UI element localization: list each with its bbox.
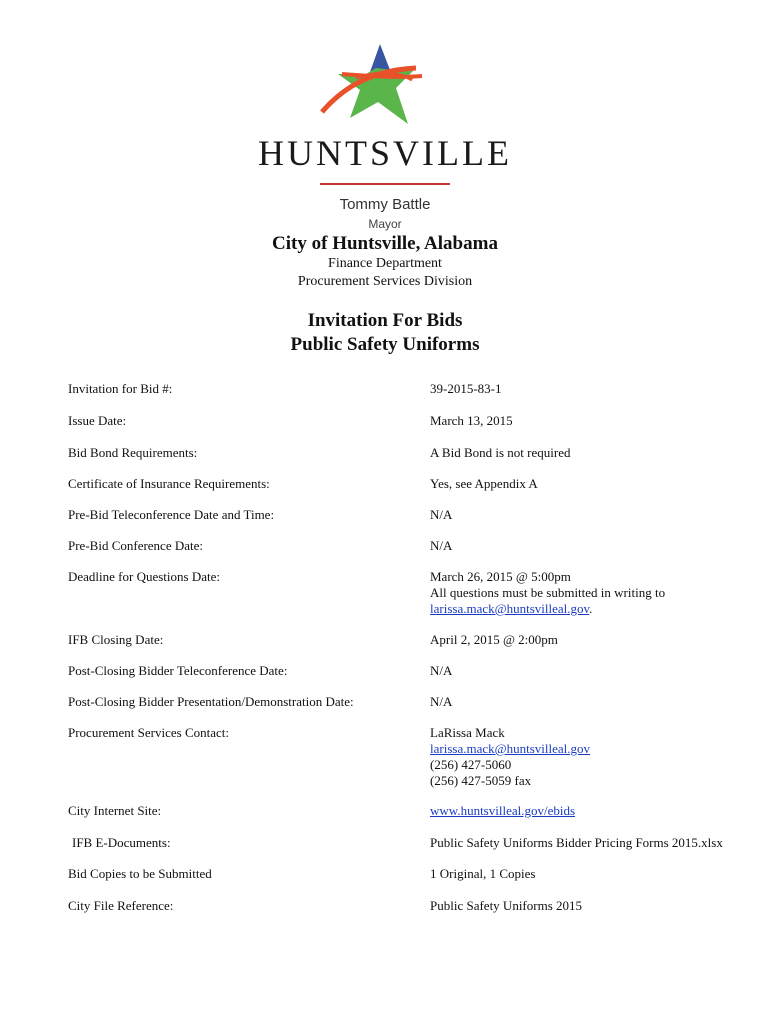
row-label: Bid Bond Requirements: (68, 445, 198, 460)
row-value: LaRissa Mack larissa.mack@huntsvilleal.gov (256) 427-5060 (256) 427-5059 fax (430, 725, 590, 788)
row-label: Pre-Bid Teleconference Date and Time: (68, 507, 275, 522)
department-name: Finance Department (328, 256, 442, 271)
row-label: IFB Closing Date: (68, 632, 164, 647)
row-value: A Bid Bond is not required (430, 445, 571, 460)
row-label: Certificate of Insurance Requirements: (68, 476, 270, 491)
document-title: Invitation For Bids (307, 310, 463, 331)
row-label: Deadline for Questions Date: (68, 569, 220, 584)
row-value: 1 Original, 1 Copies (430, 866, 536, 881)
row-label: Bid Copies to be Submitted (68, 866, 212, 881)
division-name: Procurement Services Division (297, 274, 473, 289)
row-value: Public Safety Uniforms 2015 (430, 898, 583, 913)
row-value: 39-2015-83-1 (430, 381, 502, 396)
mayor-name: Tommy Battle (339, 196, 431, 213)
city-heading: City of Huntsville, Alabama (272, 233, 498, 254)
wordmark-underline (320, 183, 450, 185)
contact-email-link[interactable]: larissa.mack@huntsvilleal.gov (430, 741, 590, 756)
row-value: Public Safety Uniforms Bidder Pricing Forms 2015.xlsx (430, 835, 723, 850)
row-value: N/A (430, 694, 453, 709)
row-label: Procurement Services Contact: (68, 725, 230, 740)
row-label: Pre-Bid Conference Date: (68, 538, 204, 553)
row-value: N/A (430, 663, 453, 678)
row-label: City File Reference: (68, 898, 174, 913)
huntsville-star-logo (316, 44, 436, 134)
ebids-website-link[interactable]: www.huntsvilleal.gov/ebids (430, 803, 576, 818)
row-label: Invitation for Bid #: (68, 381, 173, 396)
row-label: Post-Closing Bidder Teleconference Date: (68, 663, 288, 678)
row-value (430, 803, 770, 819)
logo-blue-point (370, 44, 390, 72)
mayor-title: Mayor (368, 217, 402, 231)
document-subtitle: Public Safety Uniforms (290, 334, 480, 355)
row-value: N/A (430, 538, 453, 553)
procurement-email-link[interactable]: larissa.mack@huntsvilleal.gov (430, 601, 590, 616)
row-label: Post-Closing Bidder Presentation/Demonstration Date: (68, 694, 354, 709)
row-label: Issue Date: (68, 413, 127, 428)
city-wordmark: HUNTSVILLE (258, 133, 512, 173)
row-label: City Internet Site: (68, 803, 162, 818)
row-value: N/A (430, 507, 453, 522)
row-value: March 13, 2015 (430, 413, 513, 428)
row-label: IFB E-Documents: (72, 835, 171, 850)
row-value: Yes, see Appendix A (430, 476, 538, 491)
row-value: April 2, 2015 @ 2:00pm (430, 632, 558, 647)
row-value: March 26, 2015 @ 5:00pm All questions must be submitted in writing to larissa.mack@huntsvilleal.gov. (430, 569, 666, 616)
